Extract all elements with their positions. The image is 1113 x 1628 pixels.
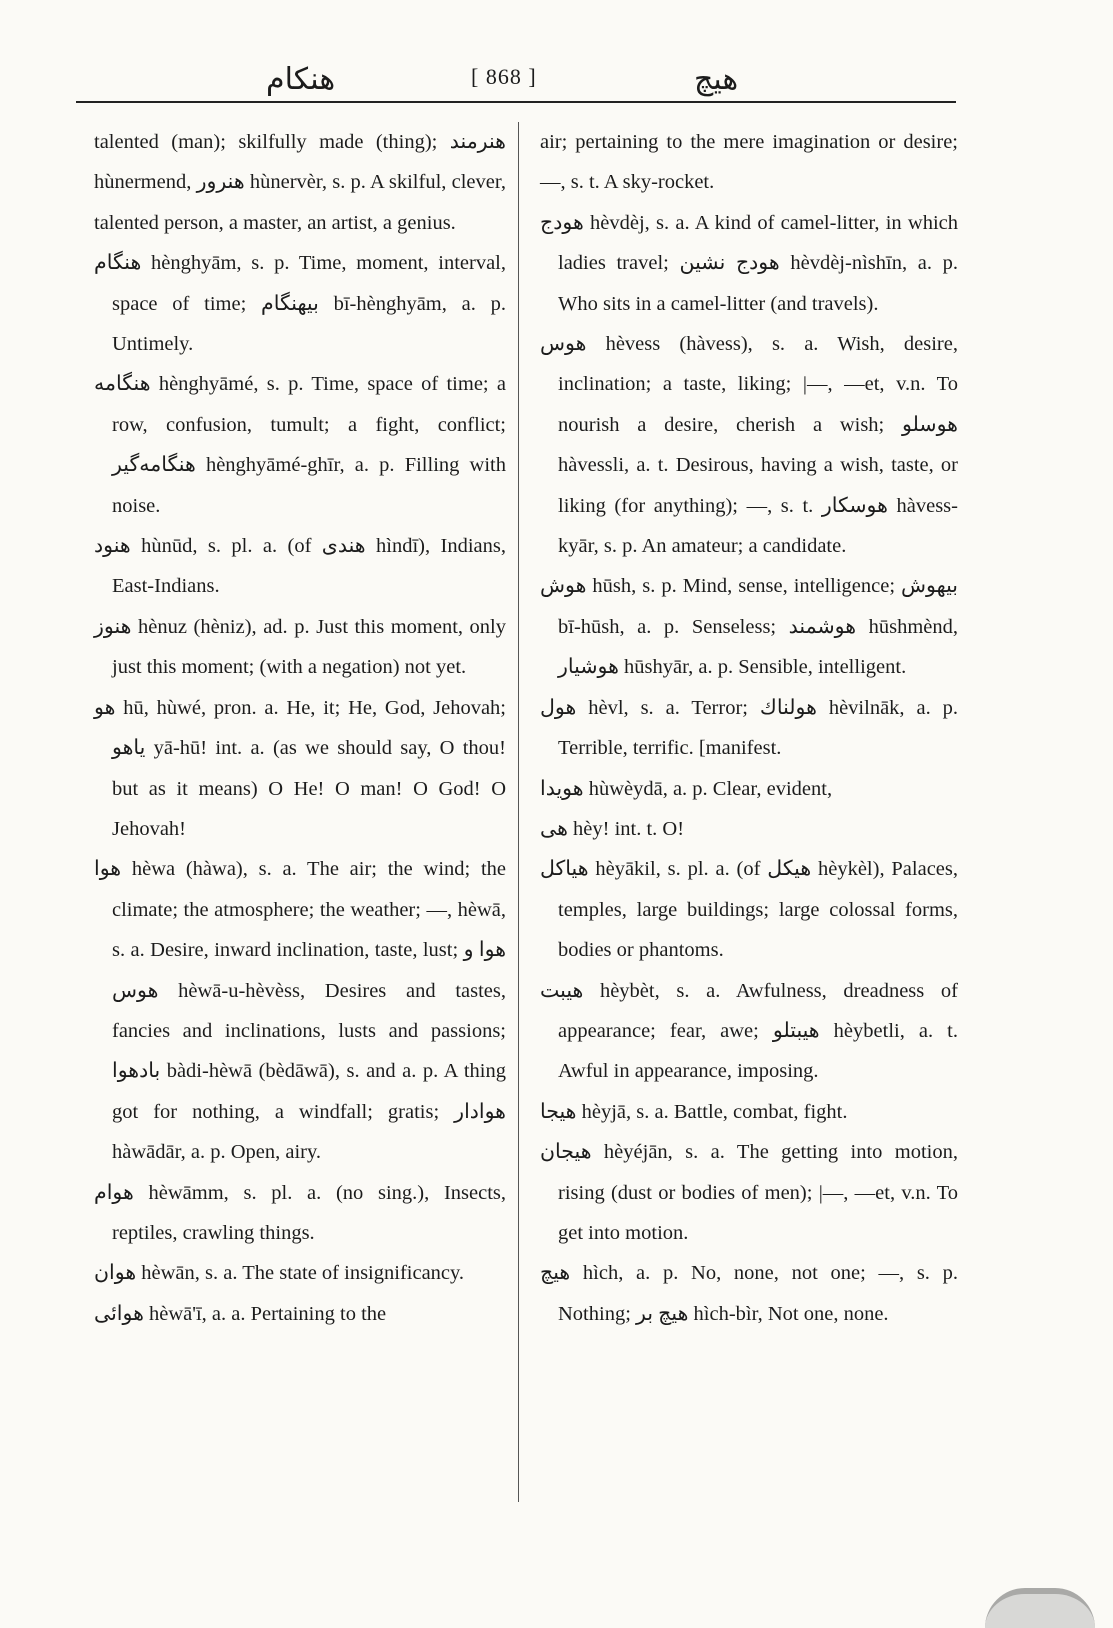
dictionary-entry: هياكل hèyākil, s. pl. a. (of هيكل hèykèl), Palaces, temples, large buildings; large colossal forms, bodies or phantoms. <box>540 858 958 962</box>
dictionary-entry: air; pertaining to the mere imagination or desire; —, s. t. A sky-rocket. <box>540 131 958 194</box>
right-column <box>540 122 958 1334</box>
dictionary-entry: هنوز hènuz (hèniz), ad. p. Just this moment, only just this moment; (with a negation) not yet. <box>94 615 506 679</box>
dictionary-entry: هيچ hìch, a. p. No, none, not one; —, s. p. Nothing; هيچ بر hìch-bìr, Not one, none. <box>540 1262 958 1325</box>
running-header <box>76 58 956 98</box>
dictionary-entry: هو hū, hùwé, pron. a. He, it; He, God, Jehovah; ياهو yā-hū! int. a. (as we should say, O thou! but as it means) O He! O man! O God! O Jehovah! <box>94 696 506 840</box>
right-guide-word: هيچ <box>694 62 739 97</box>
left-column <box>94 122 506 1334</box>
dictionary-entry: هوان hèwān, s. a. The state of insignificancy. <box>94 1262 465 1285</box>
header-rule <box>76 101 956 103</box>
dictionary-entry: هوش hūsh, s. p. Mind, sense, intelligence; بيهوش bī-hūsh, a. p. Senseless; هوشمند hūshmènd, هوشيار hūshyār, a. p. Sensible, intelligent. <box>540 575 959 679</box>
dictionary-entry: هول hèvl, s. a. Terror; هولناك hèvilnāk, a. p. Terrible, terrific. [manifest. <box>540 696 958 760</box>
dictionary-entry: هيجا hèyjā, s. a. Battle, combat, fight. <box>540 1100 848 1123</box>
dictionary-entry: هيبت hèybèt, s. a. Awfulness, dreadness of appearance; fear, awe; هيبتلو hèybetli, a. t. Awful in appearance, imposing. <box>540 979 958 1083</box>
dictionary-entry: هنگام hènghyām, s. p. Time, moment, interval, space of time; بيهنگام bī-hènghyām, a. p. Untimely. <box>94 252 507 356</box>
dictionary-entry: هنود hùnūd, s. pl. a. (of هندى hìndī), Indians, East-Indians. <box>94 535 506 598</box>
dictionary-entry: هنگامه hènghyāmé, s. p. Time, space of time; a row, confusion, tumult; a fight, conflict; هنگامه‌گير hènghyāmé-ghīr, a. p. Filling with noise. <box>94 373 506 517</box>
dictionary-entry: talented (man); skilfully made (thing); هنرمند hùnermend, هنرور hùnervèr, s. p. A skilful, clever, talented person, a master, an artist, a genius. <box>94 131 506 234</box>
dictionary-entry: هودج hèvdèj, s. a. A kind of camel-litter, in which ladies travel; هودج نشين hèvdèj-nìshīn, a. p. Who sits in a camel-litter (and travels). <box>540 211 958 315</box>
dictionary-entry: هوا hèwa (hàwa), s. a. The air; the wind; the climate; the atmosphere; the weather; —, hèwā, s. a. Desire, inward inclination, taste, lust; هوا و هوس hèwā-u-hèvèss, Desires and tastes, fancies and inclinations, lusts and passions; بادهوا bàdi-hèwā (bèdāwā), s. and a. p. A thing got for nothing, a windfall; gratis; هوادار hàwādār, a. p. Open, airy. <box>94 858 507 1164</box>
left-guide-word: هنكام <box>266 62 336 97</box>
dictionary-entry: هوس hèvess (hàvess), s. a. Wish, desire, inclination; a taste, liking; |—, —et, v.n. To nourish a desire, cherish a wish; هوسلو hàvessli, a. t. Desirous, having a wish, taste, or liking (for anything); —, s. t. هوسكار hàvess-kyār, s. p. An amateur; a candidate. <box>540 333 958 558</box>
page-number: [ 868 ] <box>471 64 537 89</box>
dictionary-entry: هوام hèwāmm, s. pl. a. (no sing.), Insects, reptiles, crawling things. <box>94 1181 506 1244</box>
dictionary-entry: هيجان hèyéjān, s. a. The getting into motion, rising (dust or bodies of men); |—, —et, v.n. To get into motion. <box>540 1141 958 1244</box>
scan-corner-artifact <box>985 1588 1095 1628</box>
column-divider <box>518 122 519 1502</box>
dictionary-entry: هى hèy! int. t. O! <box>540 817 685 840</box>
dictionary-entry: هوائى hèwā'ī, a. a. Pertaining to the <box>94 1302 387 1325</box>
dictionary-entry: هويدا hùwèydā, a. p. Clear, evident, <box>540 777 833 800</box>
